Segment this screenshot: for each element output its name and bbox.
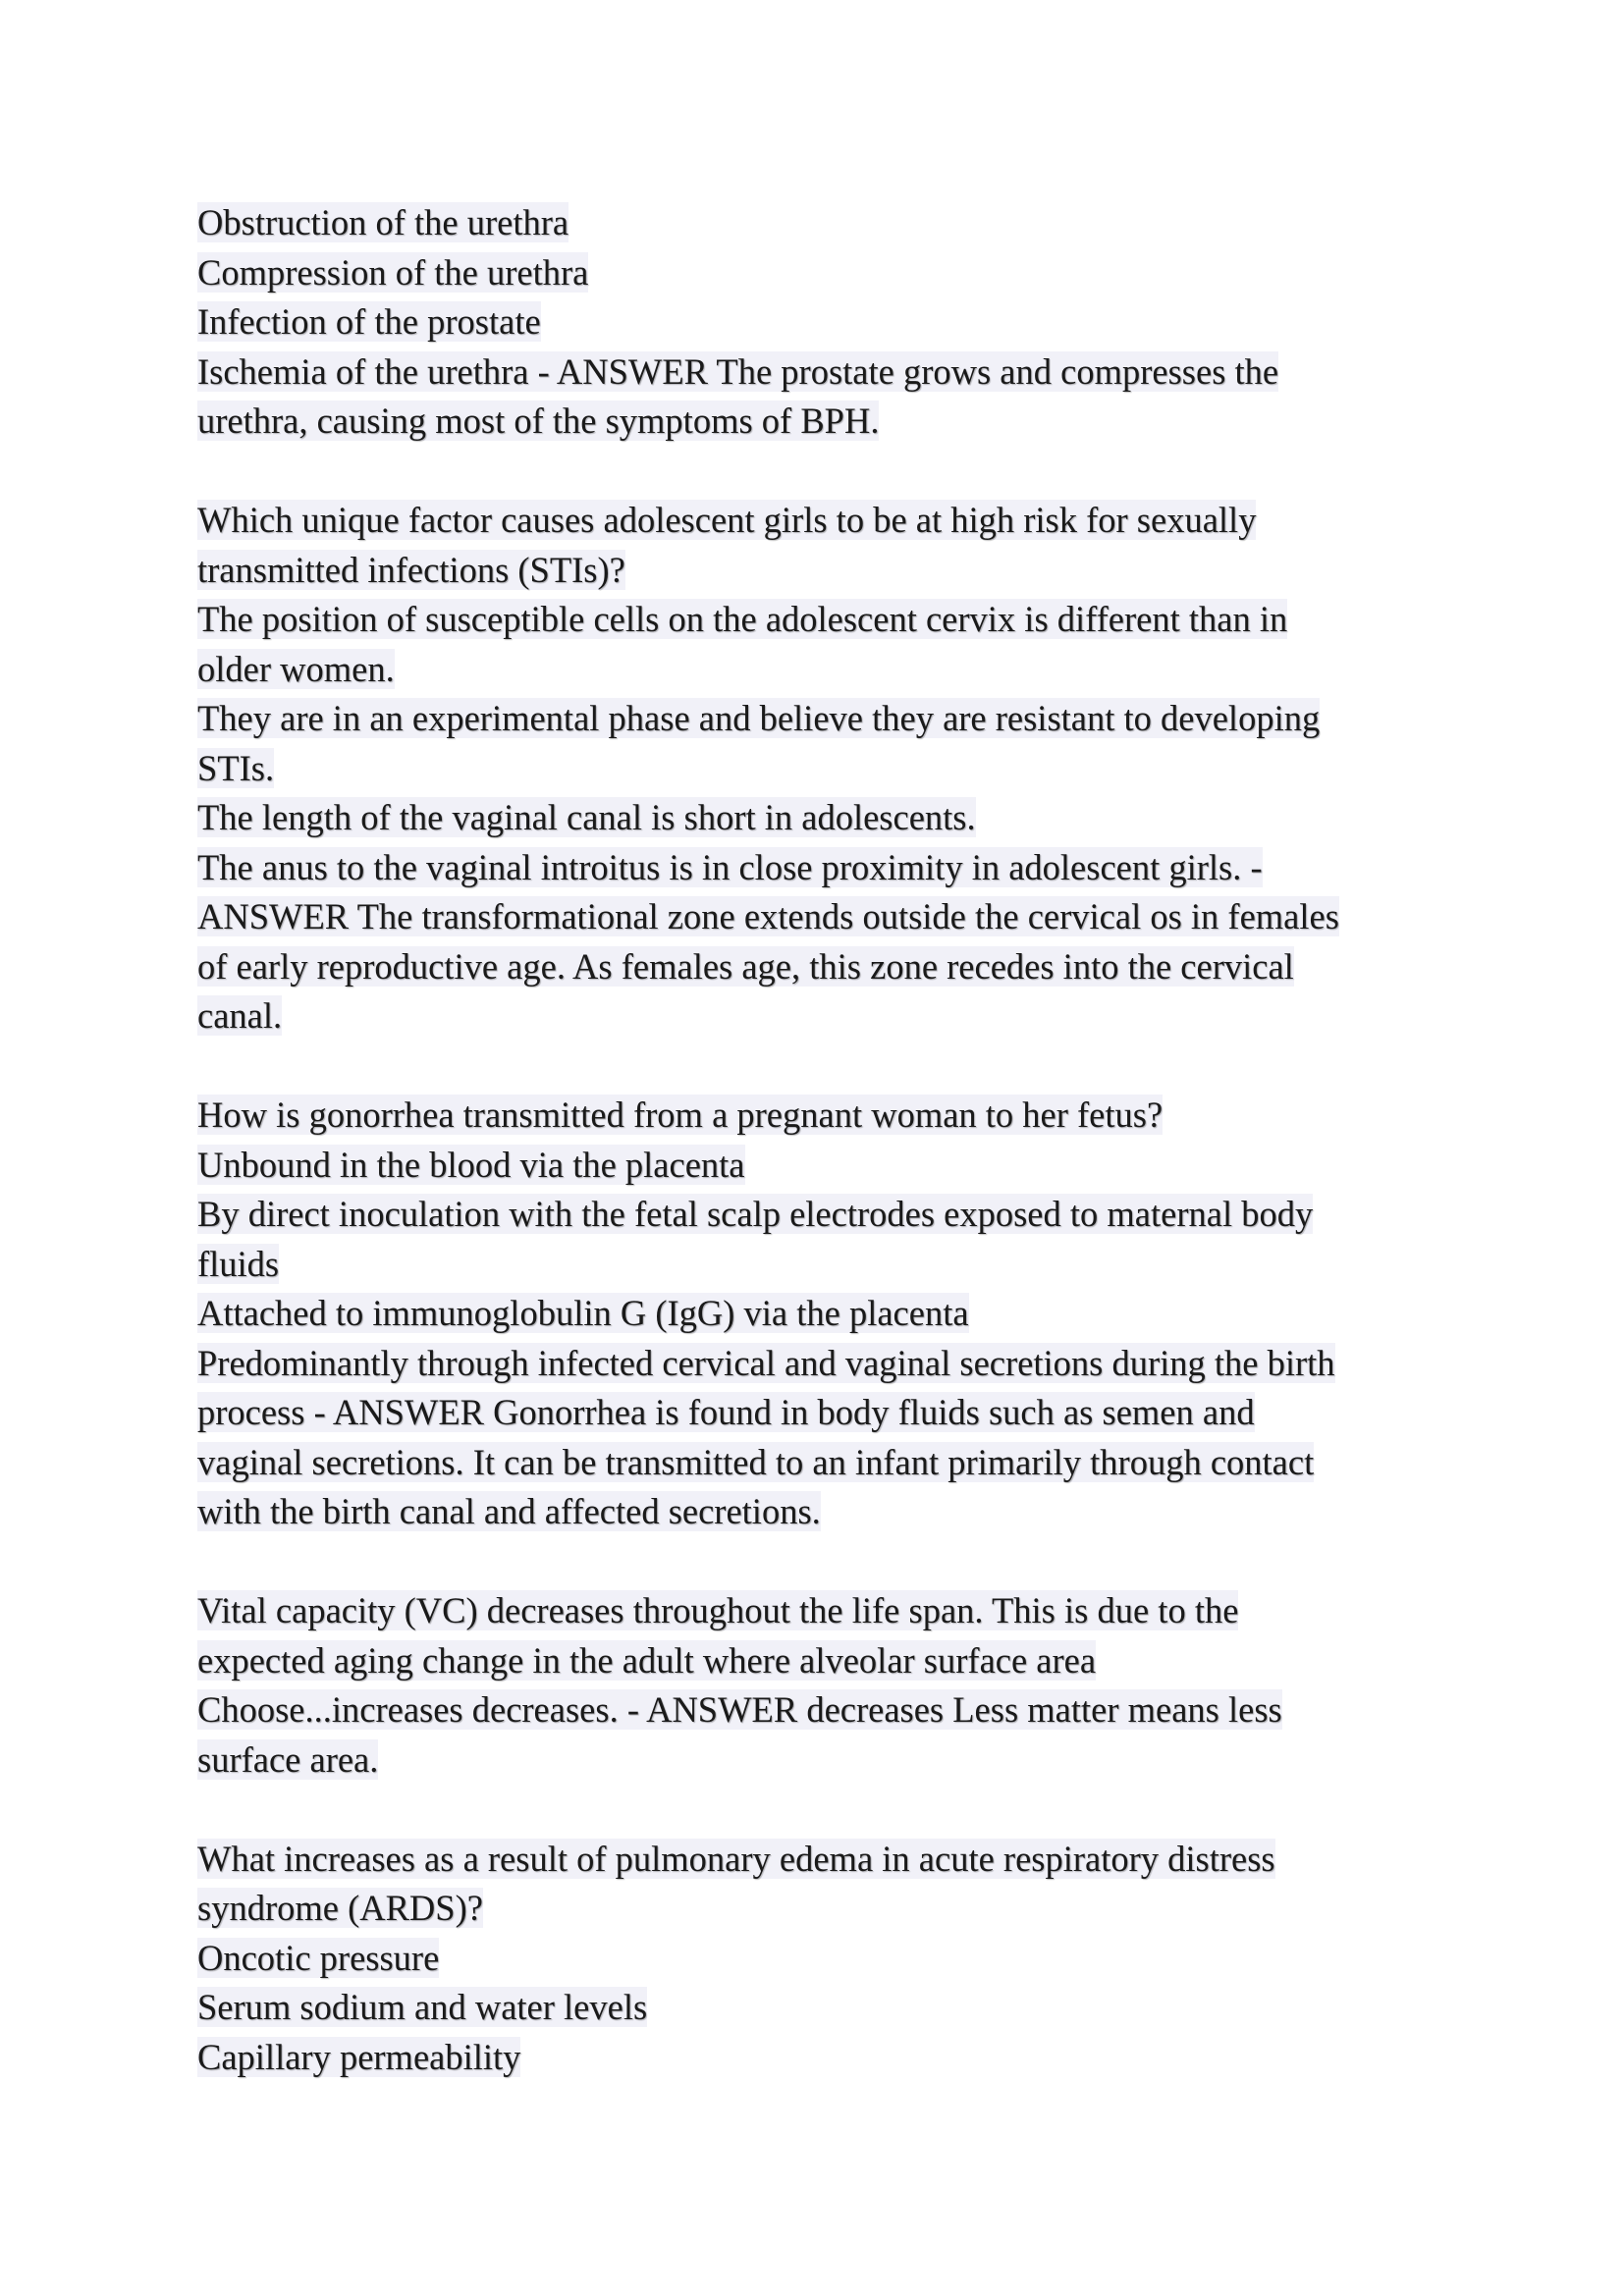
text-line: What increases as a result of pulmonary edema in acute respiratory distress [197,1838,1275,1879]
text-line: The anus to the vaginal introitus is in close proximity in adolescent girls. - [197,846,1263,887]
text-line: Choose...increases decreases. - ANSWER decreases Less matter means less [197,1689,1282,1730]
qa-block-sti-risk [197,496,1435,1041]
qa-block-bph [197,198,1435,447]
text-line: Infection of the prostate [197,301,541,342]
text-line: canal. [197,995,283,1036]
text-line: Oncotic pressure [197,1937,440,1978]
text-line: By direct inoculation with the fetal scalp electrodes exposed to maternal body [197,1194,1314,1234]
qa-block-gonorrhea [197,1091,1435,1537]
text-line: syndrome (ARDS)? [197,1888,483,1928]
text-line: Attached to immunoglobulin G (IgG) via the placenta [197,1293,969,1333]
document-body [197,198,1435,2132]
text-line: expected aging change in the adult where alveolar surface area [197,1639,1097,1681]
text-line: Capillary permeability [197,2036,521,2077]
text-line: Obstruction of the urethra [197,202,569,242]
text-line: Ischemia of the urethra - ANSWER The prostate grows and compresses the [197,350,1279,392]
text-line: Which unique factor causes adolescent girls to be at high risk for sexually [197,500,1257,540]
text-line: ANSWER The transformational zone extends outside the cervical os in females [197,896,1339,936]
text-line: of early reproductive age. As females age, this zone recedes into the cervical [197,945,1294,987]
text-line: transmitted infections (STIs)? [197,549,625,590]
text-line: Serum sodium and water levels [197,1987,648,2027]
text-line: Compression of the urethra [197,251,589,293]
text-line: They are in an experimental phase and believe they are resistant to developing [197,698,1321,738]
text-line: urethra, causing most of the symptoms of BPH. [197,400,880,441]
text-line: The position of susceptible cells on the adolescent cervix is different than in [197,599,1288,639]
text-line: vaginal secretions. It can be transmitted to an infant primarily through contact [197,1441,1315,1482]
text-line: older women. [197,648,395,689]
qa-block-vital-capacity [197,1586,1435,1785]
text-line: How is gonorrhea transmitted from a pregnant woman to her fetus? [197,1095,1164,1135]
text-line: surface area. [197,1738,379,1780]
text-line: Unbound in the blood via the placenta [197,1144,745,1185]
text-line: The length of the vaginal canal is short in adolescents. [197,797,976,837]
text-line: STIs. [197,747,275,788]
qa-block-ards [197,1835,1435,2083]
text-line: Predominantly through infected cervical and vaginal secretions during the birth [197,1342,1335,1383]
text-line: fluids [197,1243,280,1284]
text-line: process - ANSWER Gonorrhea is found in body fluids such as semen and [197,1392,1255,1432]
text-line: Vital capacity (VC) decreases throughout the life span. This is due to the [197,1590,1239,1630]
text-line: with the birth canal and affected secretions. [197,1491,821,1531]
